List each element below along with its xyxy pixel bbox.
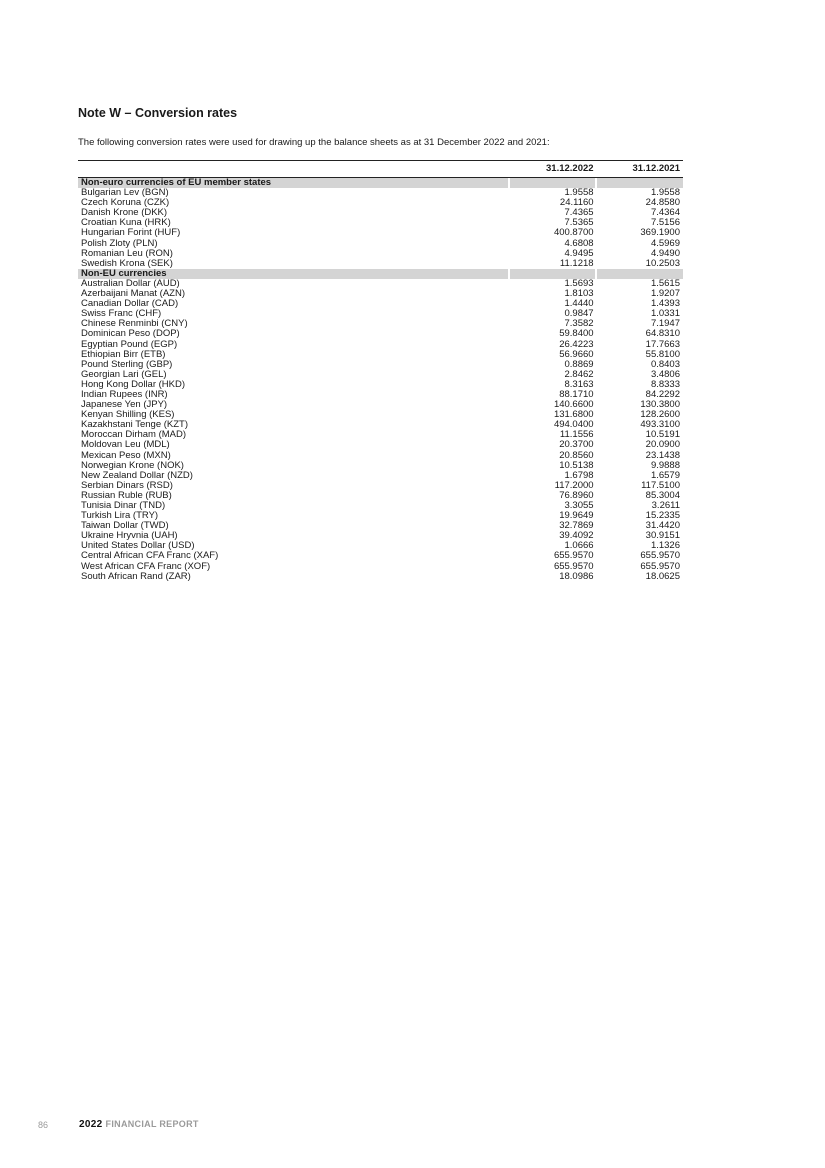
footer-year: 2022 [79,1119,103,1130]
currency-name: Moldovan Leu (MDL) [81,439,170,451]
rate-2022: 20.8560 [559,449,594,461]
rate-2022: 7.3582 [564,318,594,330]
currency-name: West African CFA Franc (XOF) [81,560,211,572]
currency-name: Georgian Lari (GEL) [81,368,167,380]
rate-2021: 1.0331 [650,308,680,320]
currency-name: South African Rand (ZAR) [81,570,191,582]
rate-2022: 26.4223 [559,338,594,350]
rate-2022: 1.6798 [564,469,594,481]
currency-name: Kazakhstani Tenge (KZT) [81,419,189,431]
rate-2022: 400.8700 [553,227,594,239]
rate-2022: 131.6800 [553,409,594,421]
rate-2021: 84.2292 [645,388,680,400]
rate-2022: 1.9558 [564,187,594,199]
currency-name: Turkish Lira (TRY) [81,510,159,522]
rate-2022: 2.8462 [564,368,594,380]
currency-name: Canadian Dollar (CAD) [81,298,179,310]
currency-name: Central African CFA Franc (XAF) [81,550,219,562]
rate-2021: 0.8403 [650,358,680,370]
rate-2022: 24.1160 [559,197,594,209]
currency-name: Czech Koruna (CZK) [81,197,170,209]
note-intro: The following conversion rates were used for drawing up the balance sheets as at 31 December 2022 and 2021: [78,137,550,148]
table-row [78,329,683,339]
rate-2022: 1.0666 [564,540,594,552]
currency-name: Hungarian Forint (HUF) [81,227,181,239]
rate-2022: 88.1710 [559,388,594,400]
rate-2022: 0.9847 [564,308,594,320]
rate-2022: 0.8869 [564,358,594,370]
currency-name: Swedish Krona (SEK) [81,257,173,269]
rate-2021: 128.2600 [640,409,680,421]
currency-name: Taiwan Dollar (TWD) [81,520,169,532]
rate-2021: 1.9207 [650,288,680,300]
currency-name: Swiss Franc (CHF) [81,308,162,320]
currency-name: Japanese Yen (JPY) [81,399,168,411]
rate-2021: 655.9570 [640,560,680,572]
rate-2021: 15.2335 [645,510,680,522]
rate-2021: 1.1326 [650,540,680,552]
rate-2021: 20.0900 [645,439,680,451]
rate-2021: 117.5100 [641,479,680,491]
rate-2021: 55.8100 [645,348,680,360]
currency-name: Croatian Kuna (HRK) [81,217,171,229]
currency-name: Pound Sterling (GBP) [81,358,173,370]
footer-report-label: FINANCIAL REPORT [105,1119,199,1129]
rate-2022: 3.3055 [564,500,594,511]
currency-name: Indian Rupees (INR) [81,388,168,400]
rate-2022: 7.5365 [564,217,594,229]
rate-2021: 493.3100 [640,419,680,431]
rate-2021: 30.9151 [645,530,680,542]
rate-2021: 64.8310 [645,328,680,340]
rate-2021: 1.6579 [650,469,680,481]
rate-2022: 655.9570 [553,550,594,562]
currency-name: Kenyan Shilling (KES) [81,409,175,421]
rate-2022: 655.9570 [553,560,594,572]
rate-2021: 4.5969 [650,237,680,249]
rate-2022: 4.9495 [564,247,594,259]
rate-2021: 24.8580 [645,197,680,209]
rate-2022: 56.9660 [559,348,594,360]
header-2022: 31.12.2022 [510,161,596,178]
rate-2021: 369.1900 [640,227,680,239]
table-row [78,572,683,582]
rate-2022: 18.0986 [559,570,594,582]
rate-2022: 11.1218 [559,257,594,269]
rate-2022: 8.3163 [564,378,594,390]
currency-name: Serbian Dinars (RSD) [81,479,173,491]
rate-2021: 655.9570 [640,550,680,562]
currency-name: Russian Ruble (RUB) [81,489,172,501]
rate-2021: 31.4420 [645,520,680,532]
currency-name: Chinese Renminbi (CNY) [81,318,188,330]
rate-2022: 10.5138 [559,459,594,471]
currency-name: Bulgarian Lev (BGN) [81,187,169,199]
footer-report-title [79,1119,199,1130]
rate-2021: 1.5615 [650,277,680,289]
currency-name: Moroccan Dirham (MAD) [81,429,187,441]
rate-2022: 1.4440 [564,298,594,310]
currency-name: Hong Kong Dollar (HKD) [81,378,186,390]
rate-2021: 23.1438 [645,449,680,461]
rate-2022: 1.8103 [564,288,594,300]
header-2021: 31.12.2021 [597,161,683,178]
rate-2022: 11.1556 [559,429,594,441]
currency-name: United States Dollar (USD) [81,540,195,552]
table-body [78,178,683,582]
currency-name: Ukraine Hryvnia (UAH) [81,530,178,542]
rate-2021: 17.7663 [645,338,680,350]
currency-name: Tunisia Dinar (TND) [81,500,166,511]
rate-2022: 140.6600 [553,399,594,411]
rate-2021: 3.2611 [651,500,680,511]
section-heading: Non-EU currencies [78,269,510,279]
rate-2022: 19.9649 [559,510,594,522]
currency-name: New Zealand Dollar (NZD) [81,469,193,481]
currency-name: Norwegian Krone (NOK) [81,459,184,471]
rate-2022: 7.4365 [564,207,594,219]
rate-2022: 117.2000 [554,479,594,491]
rate-2021: 10.2503 [645,257,680,269]
rate-2022: 59.8400 [559,328,594,340]
currency-name: Danish Krone (DKK) [81,207,168,219]
conversion-rates-table [78,160,683,582]
currency-name: Romanian Leu (RON) [81,247,173,259]
rate-2021: 7.5156 [650,217,680,229]
rate-2022: 4.6808 [564,237,594,249]
currency-name: Australian Dollar (AUD) [81,277,180,289]
rate-2022: 32.7869 [559,520,594,532]
rate-2021: 8.8333 [650,378,680,390]
currency-name: Ethiopian Birr (ETB) [81,348,166,360]
rate-2021: 3.4806 [650,368,680,380]
table-header-row [78,161,683,178]
page-number: 86 [38,1120,49,1130]
table-row [78,259,683,269]
rate-2022: 39.4092 [559,530,594,542]
currency-name: Polish Zloty (PLN) [81,237,158,249]
rate-2021: 7.4364 [650,207,680,219]
rate-2022: 20.3700 [559,439,594,451]
rate-2021: 4.9490 [650,247,680,259]
currency-name: Egyptian Pound (EGP) [81,338,178,350]
rate-2021: 10.5191 [645,429,680,441]
rate-2021: 1.4393 [650,298,680,310]
rate-2021: 18.0625 [645,570,680,582]
rate-2022: 76.8960 [559,489,594,501]
header-label-cell [78,161,510,178]
rate-2021: 9.9888 [650,459,680,471]
currency-name: Dominican Peso (DOP) [81,328,180,340]
note-title: Note W – Conversion rates [78,106,238,120]
rate-2021: 7.1947 [650,318,680,330]
rate-2022: 494.0400 [553,419,594,431]
page-footer [38,1119,199,1130]
rate-2021: 85.3004 [645,489,680,501]
rate-2022: 1.5693 [564,277,594,289]
currency-name: Mexican Peso (MXN) [81,449,171,461]
rate-2021: 130.3800 [640,399,680,411]
section-heading: Non-euro currencies of EU member states [78,178,510,188]
currency-name: Azerbaijani Manat (AZN) [81,288,186,300]
rate-2021: 1.9558 [650,187,680,199]
